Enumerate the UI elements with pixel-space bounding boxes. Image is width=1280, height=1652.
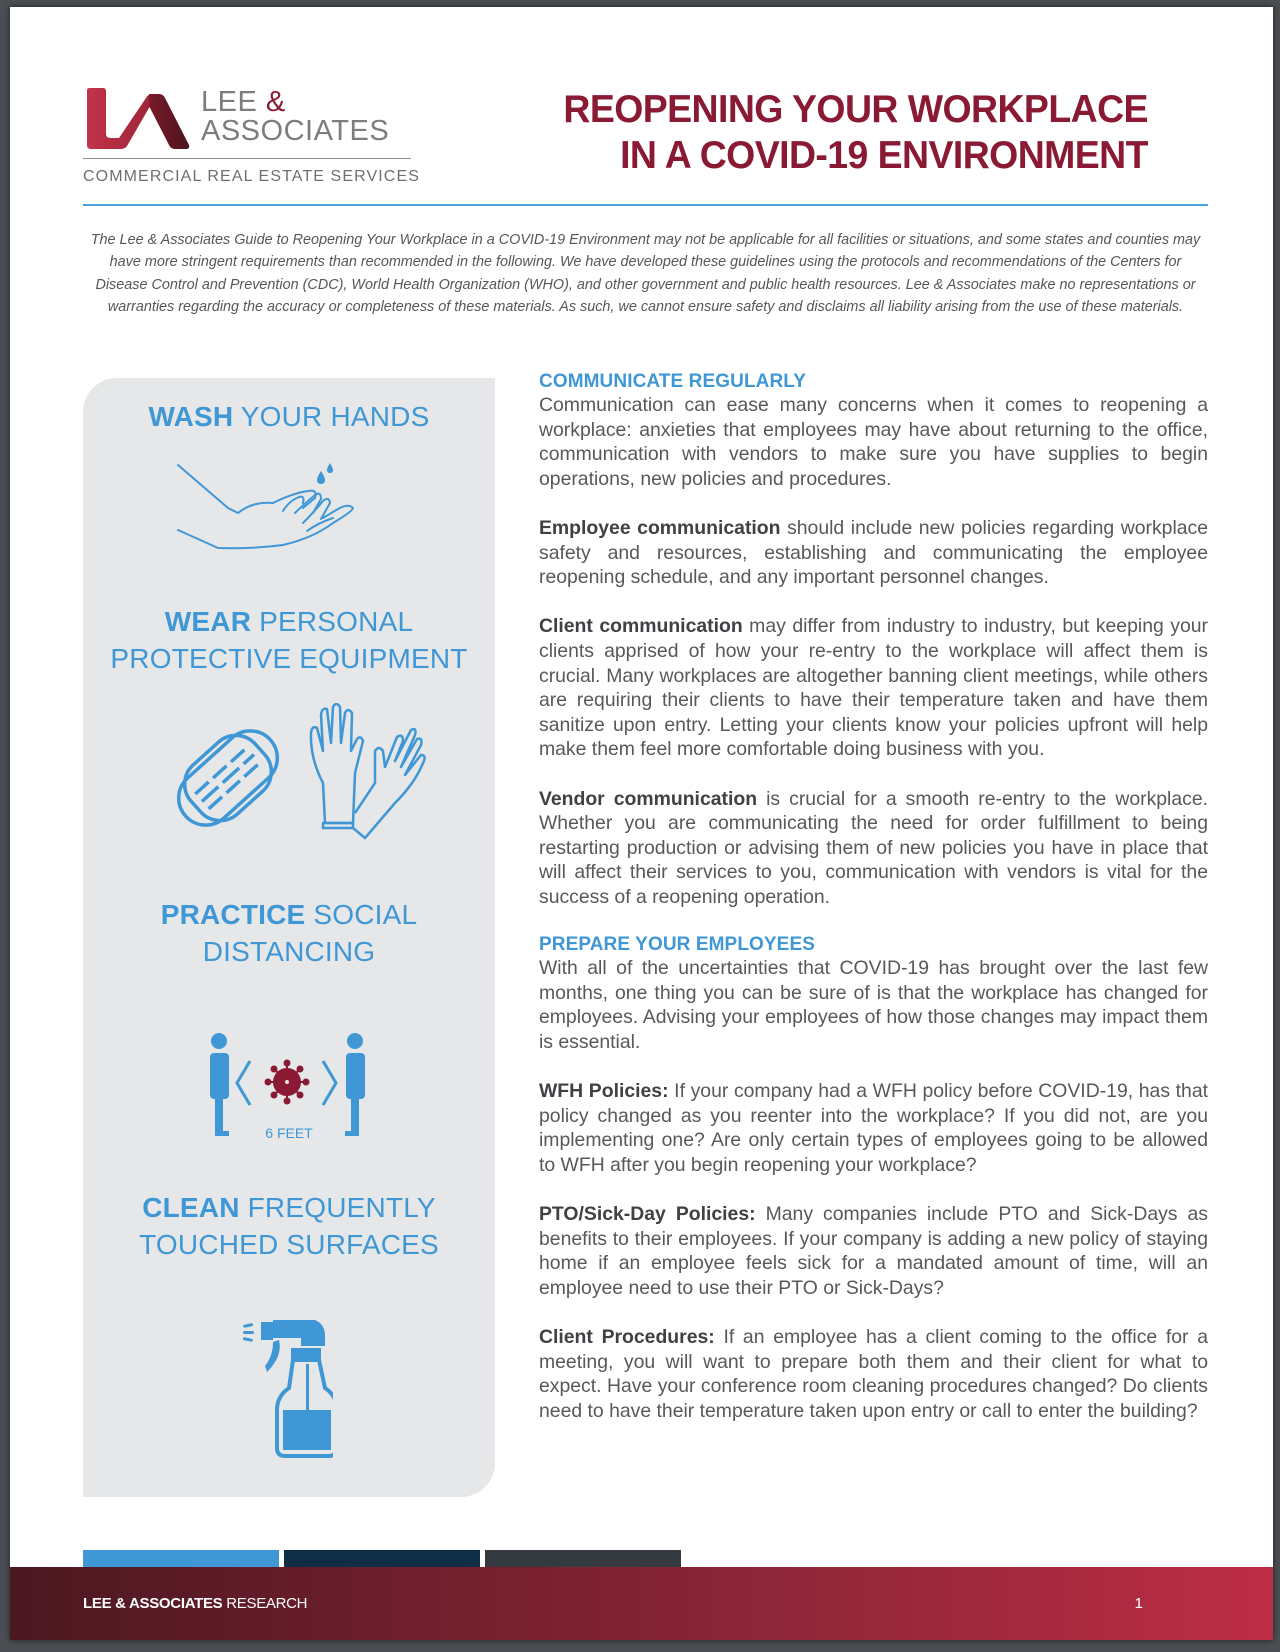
- tip-clean-surfaces: [83, 1189, 495, 1263]
- tip-wear-ppe: [83, 603, 495, 677]
- paragraph-text: If an employee has a client coming to the office for a meeting, you will want to prepare both them and their client for what to expect. Have your conference room cleaning procedures changed? Do clients need to have their temperature taken upon entry or call to enter the building?: [539, 1325, 1208, 1422]
- paragraph-text: Communication can ease many concerns when it comes to reopening a workplace: anxieties that employees may have about returning to the office, communication with vendors to make sure you have supplies to begin operations, new policies and procedures.: [539, 394, 1208, 490]
- spray-bottle-icon: [243, 1320, 333, 1460]
- paragraph-pto-policies: [539, 1202, 1208, 1300]
- logo-divider: [83, 158, 411, 159]
- tip-title-bold: PRACTICE: [160, 899, 306, 930]
- title-line-1: REOPENING YOUR WORKPLACE: [563, 88, 1148, 131]
- document-page: [10, 7, 1273, 1640]
- safety-tips-panel: [83, 378, 495, 1497]
- social-distancing-icon: [208, 1033, 373, 1138]
- paragraph-vendor-communication: [539, 787, 1208, 910]
- paragraph-lead: Employee communication: [539, 516, 781, 539]
- logo-ampersand: &: [265, 86, 286, 118]
- tip-title-rest: PERSONAL: [251, 606, 414, 637]
- logo-tagline: COMMERCIAL REAL ESTATE SERVICES: [83, 168, 420, 185]
- footer-tab-blue: [83, 1550, 279, 1567]
- paragraph-intro-prepare: [539, 956, 1208, 1054]
- tip-wash-hands: [83, 398, 495, 435]
- tip-title: [83, 398, 495, 435]
- paragraph-text: With all of the uncertainties that COVID-19 has brought over the last few months, one thing you can be sure of is that the workplace has changed for employees. Advising your employees of how those changes may impact them is essential.: [539, 957, 1208, 1053]
- logo-text-associates: ASSOCIATES: [201, 115, 390, 147]
- paragraph-wfh-policies: [539, 1079, 1208, 1177]
- title-line-2: IN A COVID-19 ENVIRONMENT: [620, 134, 1148, 177]
- paragraph-text: may differ from industry to industry, but keeping your clients apprised of how your re-entry to the workplace will affect them is crucial. Many workplaces are altogether banning client meetings, while others are requiring their clients to have their temperature taken and have them sanitize upon entry. Letting your clients know your policies upfront will help make them feel more comfortable doing business with you.: [539, 615, 1208, 761]
- la-logo-mark-icon: [83, 88, 193, 150]
- paragraph-lead: Client Procedures:: [539, 1325, 715, 1348]
- logo-text-lee: LEE: [201, 86, 266, 118]
- disclaimer-text: The Lee & Associates Guide to Reopening Your Workplace in a COVID-19 Environment may not be applicable for all facilities or situations, and some states and counties may have more stringent requirements than recommended in the following. We have developed these guidelines using the protocols and recommendations of the Centers for Disease Control and Prevention (CDC), World Health Organization (WHO), and other government and public health resources. Lee & Associates make no representations or warranties regarding the accuracy or completeness of these materials. As such, we cannot ensure safety and disclaims all liability arising from the use of these materials.: [90, 232, 1201, 315]
- tip-title-line2: DISTANCING: [202, 936, 376, 967]
- tip-title-bold: CLEAN: [142, 1192, 240, 1223]
- paragraph-employee-communication: [539, 516, 1208, 590]
- tip-title: [83, 1189, 495, 1263]
- tip-title: [83, 603, 495, 677]
- paragraph-client-procedures: [539, 1325, 1208, 1423]
- tip-social-distancing: [83, 896, 495, 970]
- company-logo: [83, 80, 423, 190]
- main-content: [539, 371, 1208, 1448]
- footer-tab-charcoal: [485, 1550, 681, 1567]
- paragraph-text: is crucial for a smooth re-entry to the workplace. Whether you are communicating the need for order fulfillment to being restarting production or advising them of new policies you have in place that will affect their services to you, communication with vendors is vital for the success of a reopening operation.: [539, 787, 1209, 908]
- face-mask-icon: [163, 713, 293, 843]
- footer-tab-navy: [284, 1550, 480, 1567]
- tip-title-rest: YOUR HANDS: [233, 401, 430, 432]
- paragraph-client-communication: [539, 614, 1208, 762]
- paragraph-lead: WFH Policies:: [539, 1080, 669, 1103]
- logo-wordmark: [201, 88, 389, 146]
- paragraph-text: should include new policies regarding workplace safety and resources, establishing and communicating the employee reopening schedule, and any important personnel changes.: [539, 516, 1209, 589]
- paragraph-text: Many companies include PTO and Sick-Days as benefits to their employees. If your company is adding a new policy of staying home if an employee feels sick for a mandated amount of time, will an employee need to use their PTO or Sick-Days?: [539, 1203, 1208, 1299]
- tip-title-bold: WEAR: [164, 606, 252, 637]
- distance-caption: 6 FEET: [265, 1125, 313, 1141]
- tip-title-rest: SOCIAL: [305, 899, 418, 930]
- tip-title-line2: TOUCHED SURFACES: [139, 1229, 439, 1260]
- gloves-icon: [305, 703, 430, 843]
- tip-title-line2: PROTECTIVE EQUIPMENT: [110, 643, 468, 674]
- paragraph-text: If your company had a WFH policy before COVID-19, has that policy changed as you reenter into the workplace? If you did not, are you implementing one? Are only certain types of employees going to be allowed to WFH after you begin reopening your workplace?: [539, 1080, 1208, 1176]
- footer-brand-bold: LEE & ASSOCIATES: [83, 1595, 223, 1612]
- tip-title-bold: WASH: [148, 401, 234, 432]
- section-heading-communicate: COMMUNICATE REGULARLY: [539, 371, 807, 392]
- hand-washing-icon: [173, 463, 403, 573]
- tip-title-rest: FREQUENTLY: [239, 1192, 436, 1223]
- paragraph-lead: Client communication: [539, 615, 743, 638]
- title-divider: [83, 204, 1208, 206]
- page-number: 1: [1134, 1595, 1143, 1612]
- tip-title: [83, 896, 495, 970]
- page-footer: [10, 1567, 1273, 1640]
- paragraph-intro-communication: [539, 393, 1208, 491]
- section-heading-prepare: PREPARE YOUR EMPLOYEES: [539, 934, 816, 956]
- footer-brand: [83, 1595, 307, 1612]
- page-title: [563, 87, 1148, 179]
- footer-color-tabs: [83, 1550, 681, 1567]
- footer-brand-rest: RESEARCH: [222, 1595, 308, 1612]
- paragraph-lead: PTO/Sick-Day Policies:: [539, 1203, 756, 1225]
- paragraph-lead: Vendor communication: [539, 787, 758, 810]
- person-icon: [211, 1033, 227, 1049]
